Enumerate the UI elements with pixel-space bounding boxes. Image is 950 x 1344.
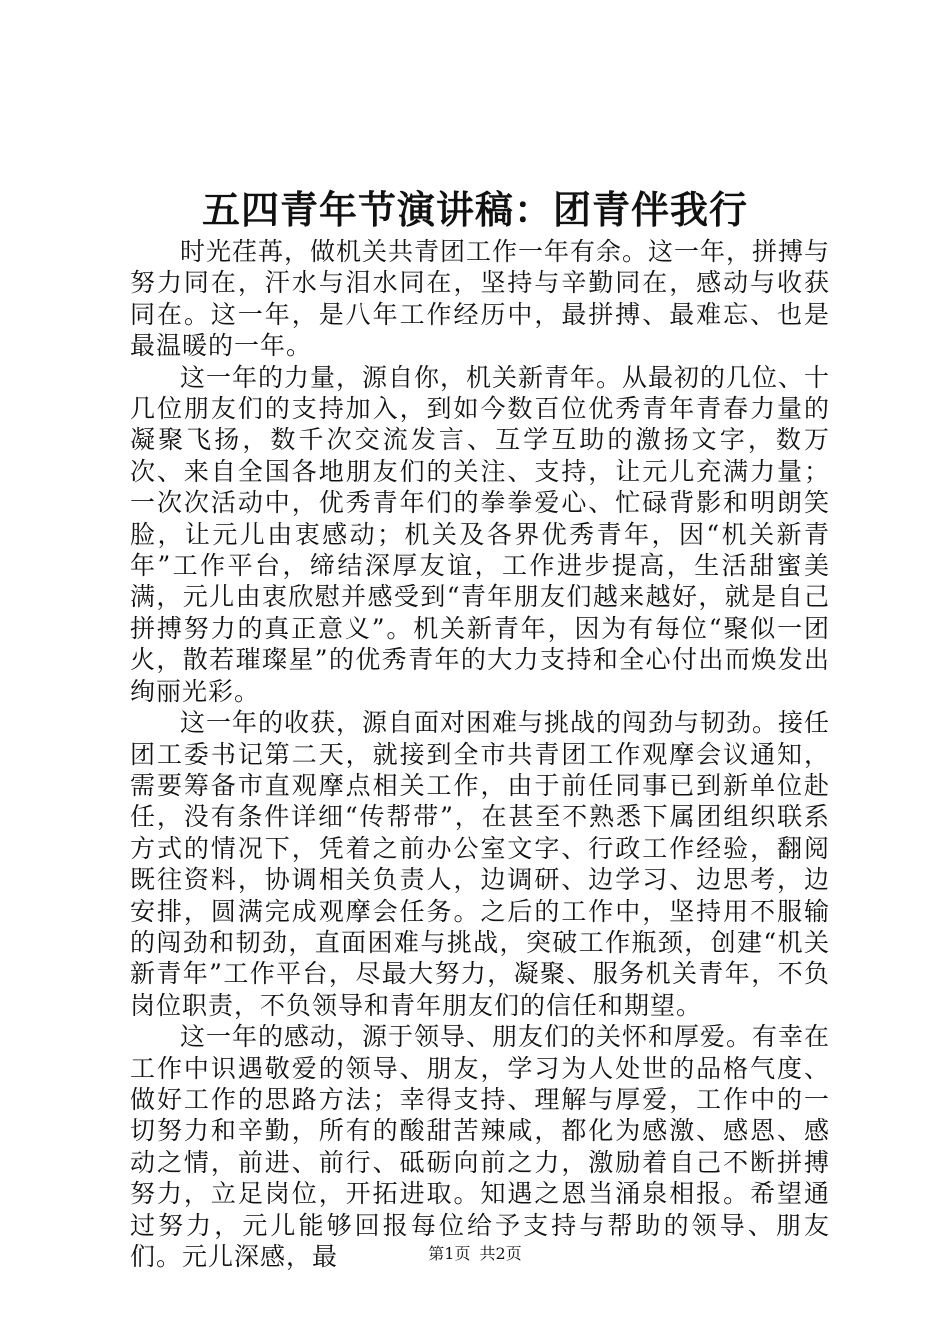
page-number-current: 第1页	[428, 1244, 471, 1263]
page-footer	[0, 1243, 950, 1265]
paragraph: 这一年的力量，源自你，机关新青年。从最初的几位、十几位朋友们的支持加入，到如今数百位优秀青年青春力量的凝聚飞扬，数千次交流发言、互学互助的激扬文字，数万次、来自全国各地朋友们的关注、支持，让元儿充满力量；一次次活动中，优秀青年们的拳拳爱心、忙碌背影和明朗笑脸，让元儿由衷感动；机关及各界优秀青年，因“机关新青年”工作平台，缔结深厚友谊，工作进步提高，生活甜蜜美满，元儿由衷欣慰并感受到“青年朋友们越来越好，就是自己拼搏努力的真正意义”。机关新青年，因为有每位“聚似一团火，散若璀璨星”的优秀青年的大力支持和全心付出而焕发出绚丽光彩。	[130, 362, 831, 706]
page-number-total: 共2页	[479, 1244, 522, 1263]
paragraph: 这一年的收获，源自面对困难与挑战的闯劲与韧劲。接任团工委书记第二天，就接到全市共青团工作观摩会议通知，需要筹备市直观摩点相关工作，由于前任同事已到新单位赴任，没有条件详细“传帮带”，在甚至不熟悉下属团组织联系方式的情况下，凭着之前办公室文字、行政工作经验，翻阅既往资料，协调相关负责人，边调研、边学习、边思考，边安排，圆满完成观摩会任务。之后的工作中，坚持用不服输的闯劲和韧劲，直面困难与挑战，突破工作瓶颈，创建“机关新青年”工作平台，尽最大努力，凝聚、服务机关青年，不负岗位职责，不负领导和青年朋友们的信任和期望。	[130, 708, 831, 1020]
paragraph: 这一年的感动，源于领导、朋友们的关怀和厚爱。有幸在工作中识遇敬爱的领导、朋友，学习为人处世的品格气度、做好工作的思路方法；幸得支持、理解与厚爱，工作中的一切努力和辛勤，所有的酸甜苦辣咸，都化为感激、感恩、感动之情，前进、前行、砥砺向前之力，激励着自己不断拼搏努力，立足岗位，开拓进取。知遇之恩当涌泉相报。希望通过努力，元儿能够回报每位给予支持与帮助的领导、朋友们。元儿深感，最	[130, 1022, 831, 1271]
document-title: 五四青年节演讲稿：团青伴我行	[201, 187, 748, 232]
paragraph: 时光荏苒，做机关共青团工作一年有余。这一年，拼搏与努力同在，汗水与泪水同在，坚持与辛勤同在，感动与收获同在。这一年，是八年工作经历中，最拼搏、最难忘、也是最温暖的一年。	[130, 237, 831, 361]
